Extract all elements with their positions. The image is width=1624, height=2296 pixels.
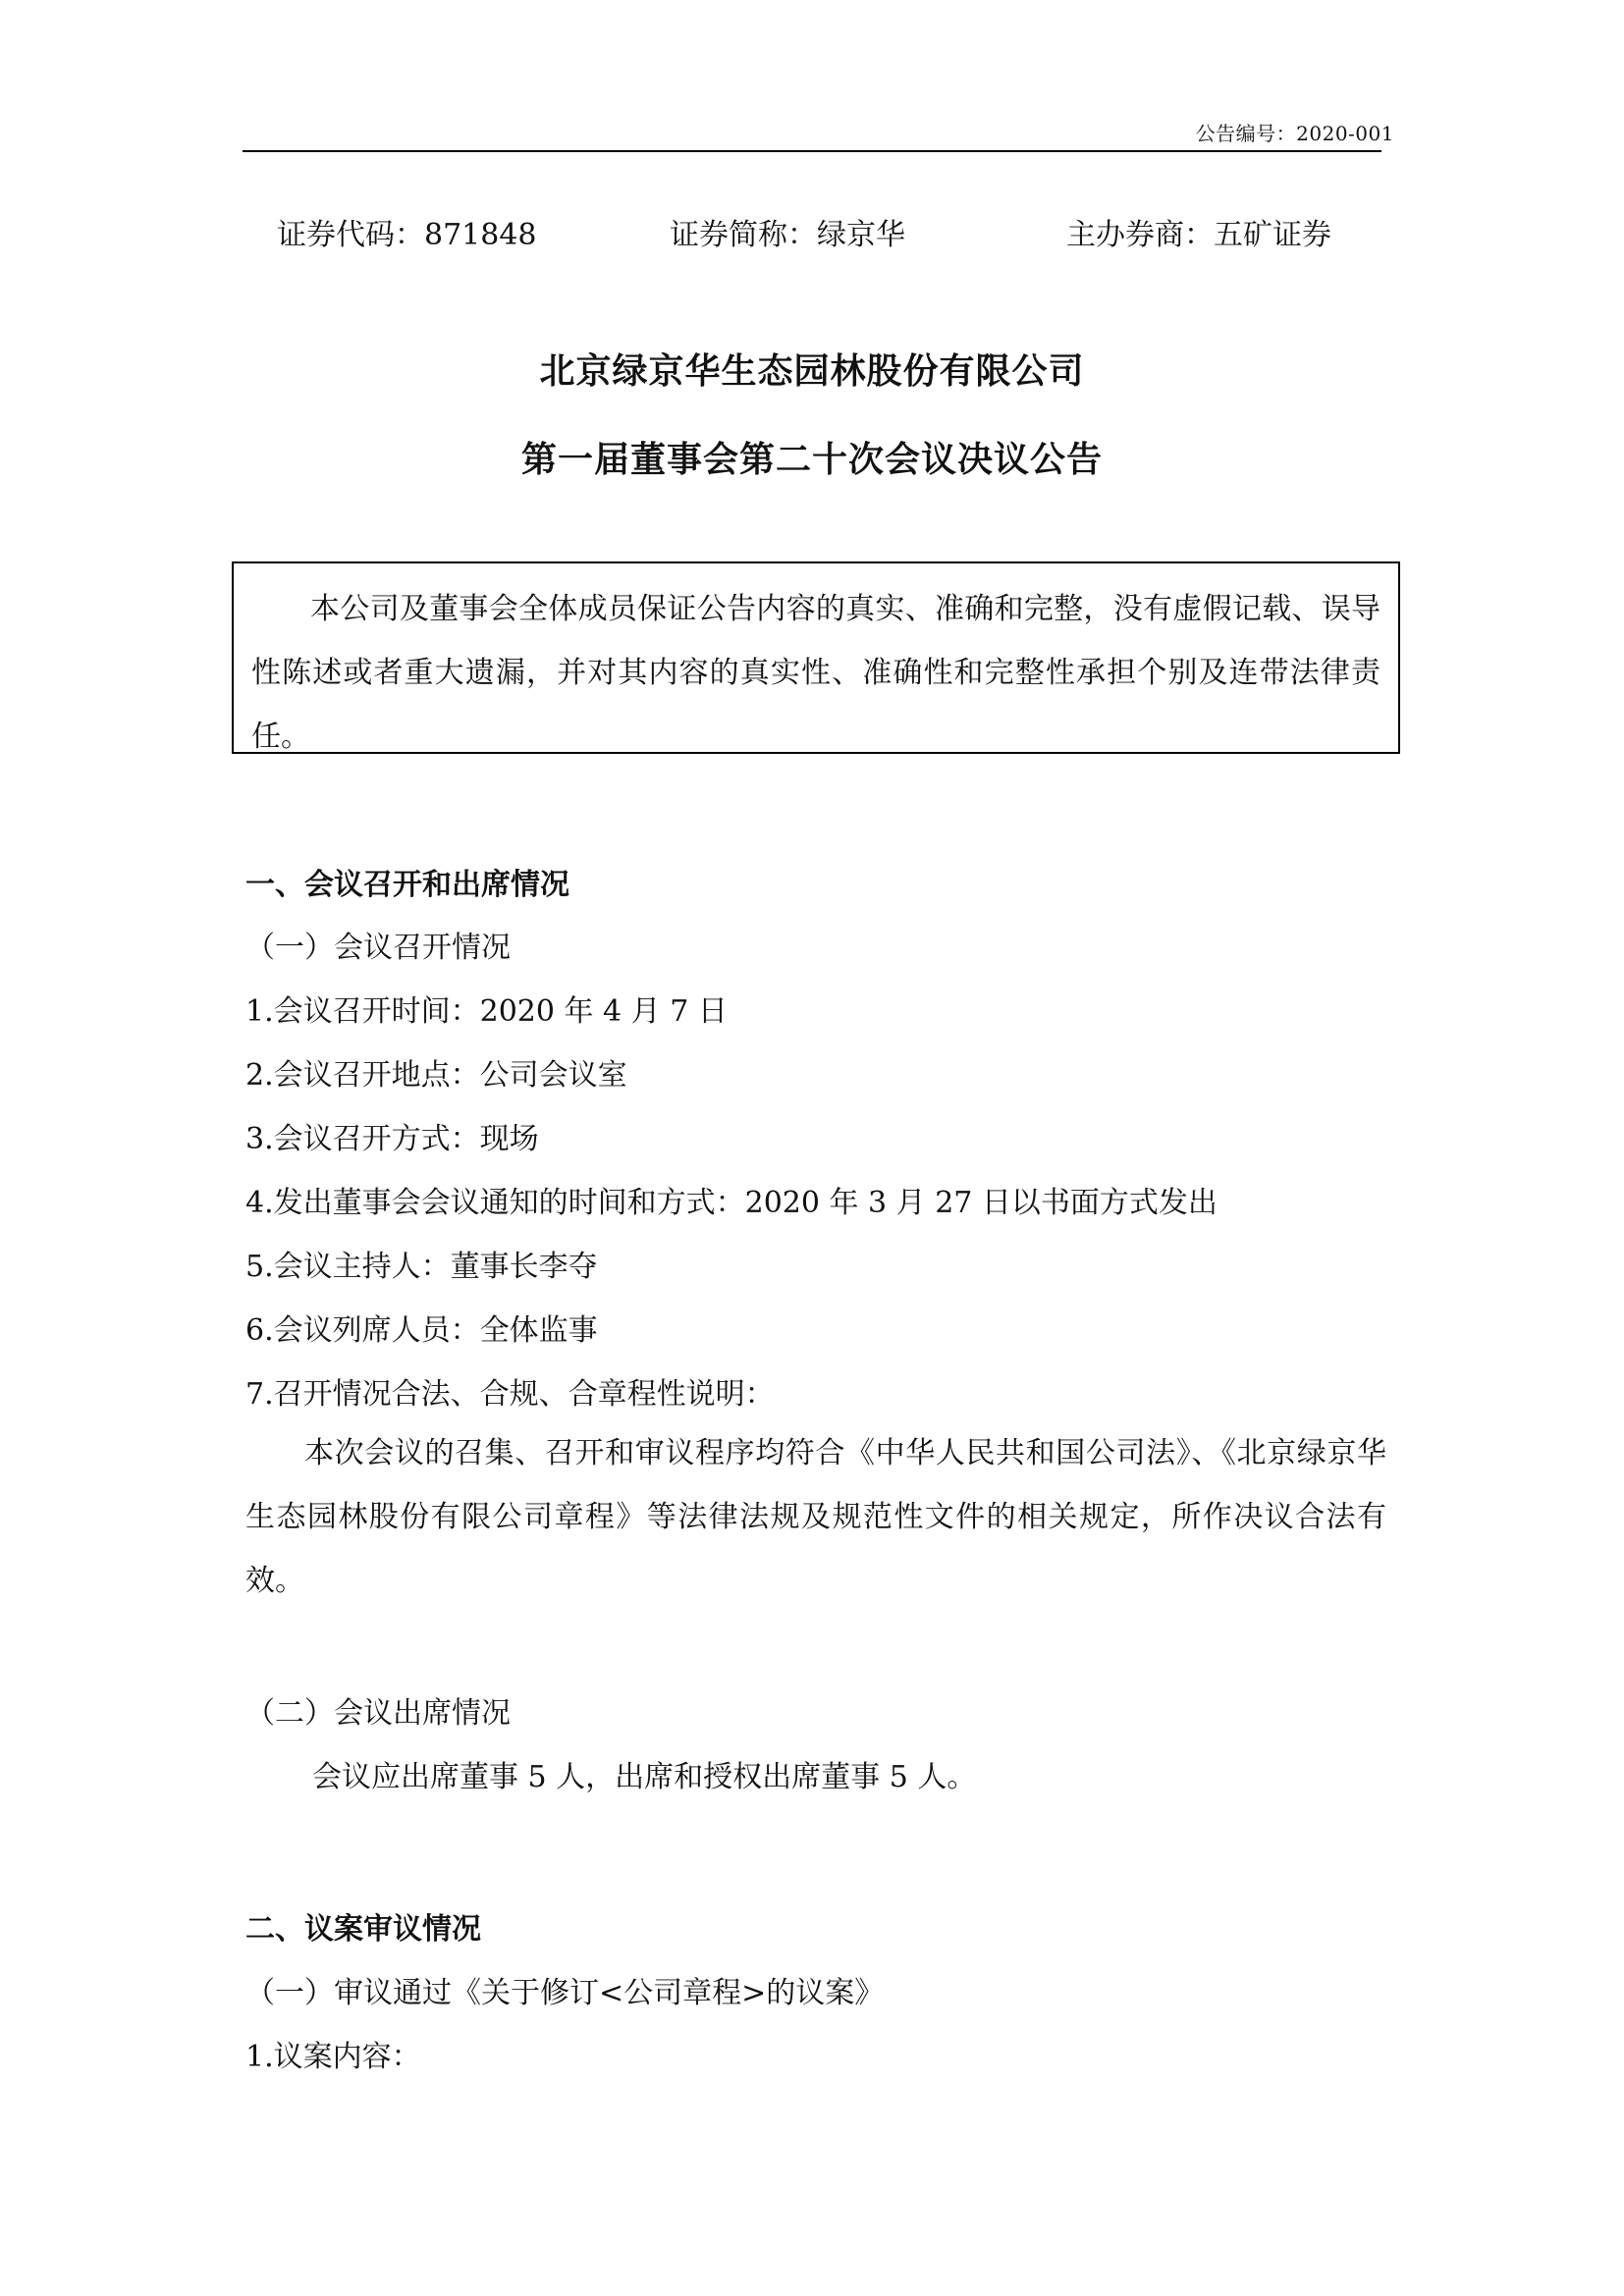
meeting-attendees: 6.会议列席人员：全体监事 — [245, 1313, 598, 1348]
meeting-host: 5.会议主持人：董事长李夺 — [245, 1250, 598, 1284]
responsibility-notice-box — [232, 561, 1400, 754]
attendance-statement: 会议应出席董事 5 人，出席和授权出席董事 5 人。 — [312, 1760, 977, 1794]
section1-heading: 一、会议召开和出席情况 — [245, 868, 569, 902]
section1-sub2: （二）会议出席情况 — [245, 1696, 511, 1731]
security-code: 证券代码：871848 — [277, 218, 537, 252]
header-rule — [243, 150, 1381, 152]
meeting-time: 1.会议召开时间：2020 年 4 月 7 日 — [245, 994, 728, 1029]
section1-sub1: （一）会议召开情况 — [245, 931, 511, 965]
sponsor-broker: 主办券商：五矿证券 — [1066, 218, 1331, 252]
meeting-location: 2.会议召开地点：公司会议室 — [245, 1058, 627, 1093]
proposal-content-label: 1.议案内容： — [245, 2040, 421, 2074]
legality-statement-label: 7.召开情况合法、合规、合章程性说明： — [245, 1377, 775, 1412]
legality-statement: 本次会议的召集、召开和审议程序均符合《中华人民共和国公司法》、《北京绿京华生态园林股份有限公司章程》等法律法规及规范性文件的相关规定，所作决议合法有效。 — [245, 1436, 1386, 1598]
announcement-number: 公告编号：2020-001 — [1195, 122, 1394, 145]
security-short-name: 证券简称：绿京华 — [670, 218, 905, 252]
announcement-title: 第一届董事会第二十次会议决议公告 — [520, 439, 1103, 480]
responsibility-notice: 本公司及董事会全体成员保证公告内容的真实、准确和完整，没有虚假记载、误导性陈述或者重大遗漏，并对其内容的真实性、准确性和完整性承担个别及连带法律责任。 — [251, 592, 1380, 754]
meeting-method: 3.会议召开方式：现场 — [245, 1122, 539, 1156]
company-title: 北京绿京华生态园林股份有限公司 — [539, 350, 1085, 392]
section2-heading: 二、议案审议情况 — [245, 1912, 481, 1947]
notice-time-method: 4.发出董事会会议通知的时间和方式：2020 年 3 月 27 日以书面方式发出 — [245, 1186, 1218, 1220]
section2-sub1: （一）审议通过《关于修订<公司章程>的议案》 — [245, 1976, 885, 2010]
